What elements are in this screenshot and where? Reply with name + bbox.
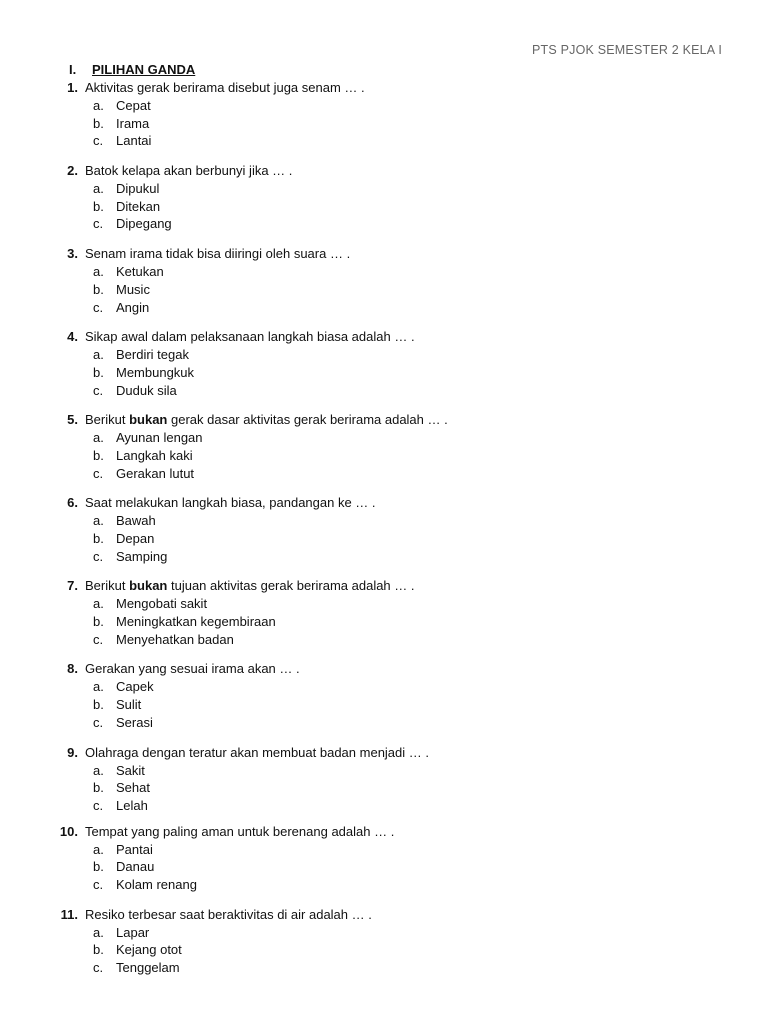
option-c <box>0 797 768 815</box>
question-text: Gerakan yang sesuai irama akan … . <box>85 661 300 677</box>
option-b <box>0 198 768 216</box>
option-letter: a. <box>93 430 104 446</box>
option-letter: b. <box>93 115 104 131</box>
option-letter: b. <box>93 859 104 875</box>
question-3 <box>0 245 768 316</box>
page-header: PTS PJOK SEMESTER 2 KELA I <box>532 43 722 57</box>
option-text: Dipukul <box>116 181 160 197</box>
question-number: 4. <box>67 329 78 345</box>
option-text: Sehat <box>116 780 150 796</box>
option-letter: b. <box>93 364 104 380</box>
option-text: Gerakan lutut <box>116 465 195 481</box>
question-text: Aktivitas gerak berirama disebut juga senam … . <box>85 80 365 95</box>
option-letter: a. <box>93 98 104 113</box>
option-a <box>0 678 768 696</box>
question-number: 7. <box>67 578 78 594</box>
section-roman: I. <box>69 62 77 77</box>
question-text: Resiko terbesar saat beraktivitas di air adalah … . <box>85 906 372 922</box>
option-letter: c. <box>93 960 104 975</box>
question-number: 11. <box>60 906 78 922</box>
question-number: 9. <box>67 744 78 760</box>
option-letter: a. <box>93 596 104 612</box>
option-letter: a. <box>93 264 104 280</box>
option-letter: c. <box>93 299 104 315</box>
option-c <box>0 215 768 233</box>
option-b <box>0 447 768 465</box>
option-letter: a. <box>93 513 104 529</box>
option-text: Mengobati sakit <box>116 596 208 612</box>
question-number: 10. <box>59 823 78 839</box>
option-letter: b. <box>93 281 104 297</box>
emphasis-text: bukan <box>129 578 168 594</box>
option-letter: b. <box>93 942 104 958</box>
option-letter: a. <box>93 924 104 940</box>
option-b <box>0 364 768 382</box>
option-b <box>0 530 768 548</box>
question-8 <box>0 660 768 731</box>
option-b <box>0 613 768 631</box>
option-letter: c. <box>93 714 104 730</box>
option-letter: a. <box>93 679 104 695</box>
option-text: Langkah kaki <box>116 447 193 463</box>
option-text: Depan <box>116 531 155 546</box>
question-7 <box>0 577 768 648</box>
option-text: Meningkatkan kegembiraan <box>116 614 276 630</box>
option-b <box>0 779 768 797</box>
option-text: Sulit <box>116 697 142 713</box>
option-text: Ayunan lengan <box>116 430 203 446</box>
option-c <box>0 299 768 317</box>
question-1 <box>0 79 768 150</box>
option-text: Serasi <box>116 714 153 730</box>
option-text: Ditekan <box>116 198 161 214</box>
question-11 <box>0 906 768 977</box>
question-text: Sikap awal dalam pelaksanaan langkah biasa adalah … . <box>85 329 415 345</box>
option-text: Duduk sila <box>116 382 177 398</box>
option-text: Menyehatkan badan <box>116 631 234 647</box>
option-b <box>0 941 768 959</box>
option-a <box>0 263 768 281</box>
question-text: Batok kelapa akan berbunyi jika … . <box>85 163 293 179</box>
option-c <box>0 714 768 732</box>
option-letter: c. <box>93 797 104 813</box>
option-a <box>0 180 768 198</box>
option-letter: c. <box>93 465 104 481</box>
question-number: 2. <box>67 163 78 179</box>
option-a <box>0 924 768 942</box>
option-letter: a. <box>93 762 104 778</box>
option-a <box>0 97 768 115</box>
option-text: Kolam renang <box>116 876 197 892</box>
option-text: Tenggelam <box>116 960 180 975</box>
option-letter: a. <box>93 841 104 857</box>
question-10 <box>0 823 768 894</box>
option-c <box>0 465 768 483</box>
question-4 <box>0 328 768 399</box>
question-number: 8. <box>67 661 78 677</box>
question-text: Saat melakukan langkah biasa, pandangan ke … . <box>85 495 376 511</box>
option-letter: c. <box>93 631 104 647</box>
option-letter: c. <box>93 382 104 398</box>
option-text: Kejang otot <box>116 942 182 958</box>
option-letter: a. <box>93 181 104 197</box>
option-c <box>0 959 768 977</box>
question-list <box>0 79 768 989</box>
option-text: Ketukan <box>116 264 164 280</box>
question-number: 3. <box>67 246 78 262</box>
option-text: Membungkuk <box>116 364 195 380</box>
section-title <box>69 62 195 77</box>
option-letter: b. <box>93 531 104 546</box>
question-6 <box>0 494 768 565</box>
option-a <box>0 762 768 780</box>
option-a <box>0 429 768 447</box>
option-letter: c. <box>93 876 104 892</box>
question-number: 6. <box>67 495 78 511</box>
option-letter: a. <box>93 347 104 363</box>
emphasis-text: bukan <box>129 412 168 428</box>
option-text: Samping <box>116 548 168 564</box>
question-number: 5. <box>67 412 78 428</box>
option-text: Dipegang <box>116 216 172 232</box>
option-a <box>0 595 768 613</box>
question-text: Berikut bukan gerak dasar aktivitas gerak berirama adalah … . <box>85 412 448 428</box>
question-text: Senam irama tidak bisa diiringi oleh suara … . <box>85 246 351 262</box>
option-b <box>0 115 768 133</box>
option-text: Pantai <box>116 841 153 857</box>
question-text: Berikut bukan tujuan aktivitas gerak berirama adalah … . <box>85 578 415 594</box>
option-text: Capek <box>116 679 154 695</box>
option-letter: c. <box>93 216 104 232</box>
option-text: Bawah <box>116 513 156 529</box>
option-letter: b. <box>93 614 104 630</box>
question-9 <box>0 744 768 815</box>
option-letter: b. <box>93 697 104 713</box>
option-c <box>0 382 768 400</box>
question-text: Olahraga dengan teratur akan membuat badan menjadi … . <box>85 744 429 760</box>
option-text: Lapar <box>116 924 150 940</box>
option-a <box>0 841 768 859</box>
option-c <box>0 631 768 649</box>
option-c <box>0 132 768 150</box>
option-text: Angin <box>116 299 150 315</box>
option-c <box>0 548 768 566</box>
option-text: Berdiri tegak <box>116 347 189 363</box>
option-b <box>0 281 768 299</box>
option-b <box>0 696 768 714</box>
option-text: Irama <box>116 115 150 131</box>
option-text: Lantai <box>116 133 152 149</box>
option-letter: b. <box>93 447 104 463</box>
option-letter: b. <box>93 198 104 214</box>
question-text: Tempat yang paling aman untuk berenang adalah … . <box>85 823 395 839</box>
option-text: Music <box>116 281 150 297</box>
option-text: Cepat <box>116 98 151 113</box>
section-title-text: PILIHAN GANDA <box>92 62 196 77</box>
question-5 <box>0 411 768 482</box>
question-number: 1. <box>67 80 78 95</box>
option-c <box>0 876 768 894</box>
option-a <box>0 512 768 530</box>
option-b <box>0 858 768 876</box>
option-text: Sakit <box>116 762 145 778</box>
option-letter: c. <box>93 548 104 564</box>
option-letter: b. <box>93 780 104 796</box>
option-letter: c. <box>93 133 104 149</box>
option-text: Danau <box>116 859 155 875</box>
option-a <box>0 346 768 364</box>
option-text: Lelah <box>116 797 148 813</box>
question-2 <box>0 162 768 233</box>
